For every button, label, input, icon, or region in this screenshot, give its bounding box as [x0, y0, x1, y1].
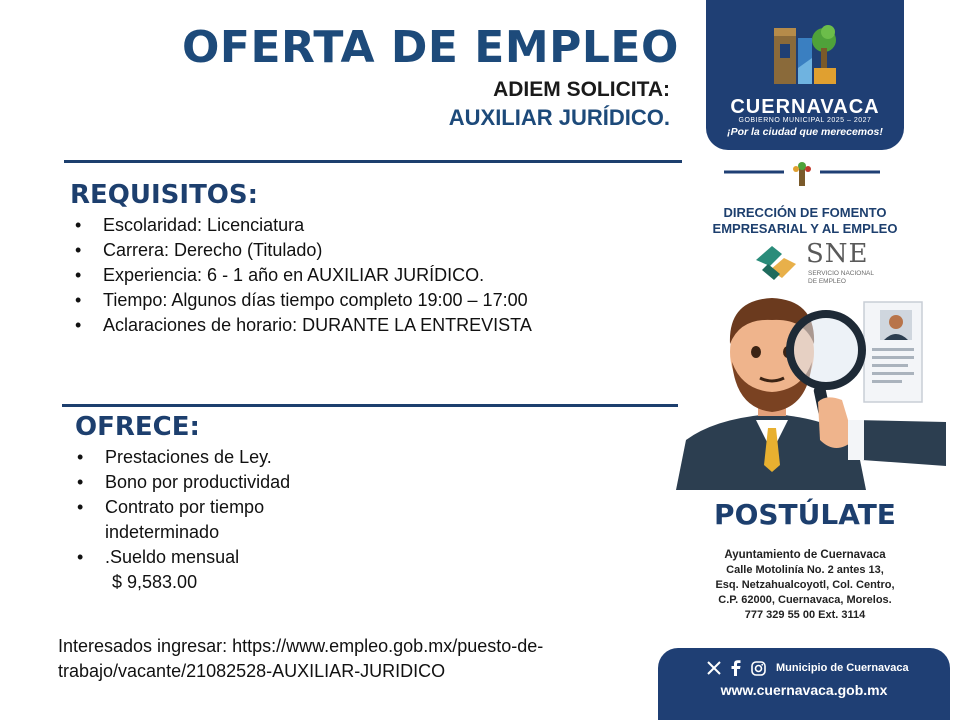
social-links — [706, 660, 909, 676]
requisitos-list — [70, 213, 532, 338]
list-item: • Bono por productividad — [72, 470, 290, 495]
list-item: • Prestaciones de Ley. — [72, 445, 290, 470]
divider — [64, 160, 682, 163]
call-to-action: POSTÚLATE — [714, 498, 896, 531]
divider — [62, 404, 678, 407]
x-icon[interactable] — [706, 660, 722, 676]
recruiter-illustration — [676, 290, 946, 490]
instagram-icon[interactable] — [750, 660, 766, 676]
salary: $ 9,583.00 — [112, 572, 198, 592]
list-item-continuation: indeterminado — [105, 522, 220, 542]
social-handle: Municipio de Cuernavaca — [776, 662, 909, 674]
ornament-divider — [722, 160, 882, 188]
list-item: • Tiempo: Algunos días tiempo completo 19:00 – 17:00 — [70, 288, 532, 313]
requisitos-heading: REQUISITOS: — [70, 180, 259, 210]
sne-logo-text: SNE — [806, 239, 869, 269]
ofrece-list — [72, 445, 290, 595]
list-item: • Carrera: Derecho (Titulado) — [70, 238, 532, 263]
ofrece-heading: OFRECE: — [75, 412, 200, 442]
subtitle: ADIEM SOLICITA: — [493, 78, 670, 101]
sne-subtitle: SERVICIO NACIONAL DE EMPLEO — [808, 270, 874, 285]
city-name: CUERNAVACA — [730, 96, 880, 118]
list-item: • .Sueldo mensual — [72, 545, 290, 570]
list-item: • Contrato por tiempo — [72, 495, 290, 520]
list-item: • Experiencia: 6 - 1 año en AUXILIAR JURÍDICO. — [70, 263, 532, 288]
application-link[interactable]: Interesados ingresar: https://www.empleo.gob.mx/puesto-de-trabajo/vacante/21082528-AUXILIAR-JURIDICO — [58, 636, 544, 681]
government-period: GOBIERNO MUNICIPAL 2025 – 2027 — [738, 117, 872, 124]
municipal-banner — [706, 0, 904, 150]
direction-title: DIRECCIÓN DE FOMENTO EMPRESARIAL Y AL EMPLEO — [712, 205, 898, 236]
footer-bar — [658, 648, 950, 720]
facebook-icon[interactable] — [728, 660, 744, 676]
list-item: • Aclaraciones de horario: DURANTE LA ENTREVISTA — [70, 313, 532, 338]
slogan: ¡Por la ciudad que merecemos! — [727, 126, 883, 138]
list-item: • Escolaridad: Licenciatura — [70, 213, 532, 238]
website-link[interactable]: www.cuernavaca.gob.mx — [720, 682, 888, 698]
contact-address: Ayuntamiento de Cuernavaca Calle Motolinía No. 2 antes 13, Esq. Netzahualcoyotl, Col. Centro, C.P. 62000, Cuernavaca, Morelos. 777 329 55 00 Ext. 3114 — [715, 549, 895, 621]
handshake-icon — [752, 240, 800, 288]
job-position: AUXILIAR JURÍDICO. — [448, 105, 670, 130]
page-title: OFERTA DE EMPLEO — [182, 22, 679, 73]
city-logo — [768, 18, 842, 92]
